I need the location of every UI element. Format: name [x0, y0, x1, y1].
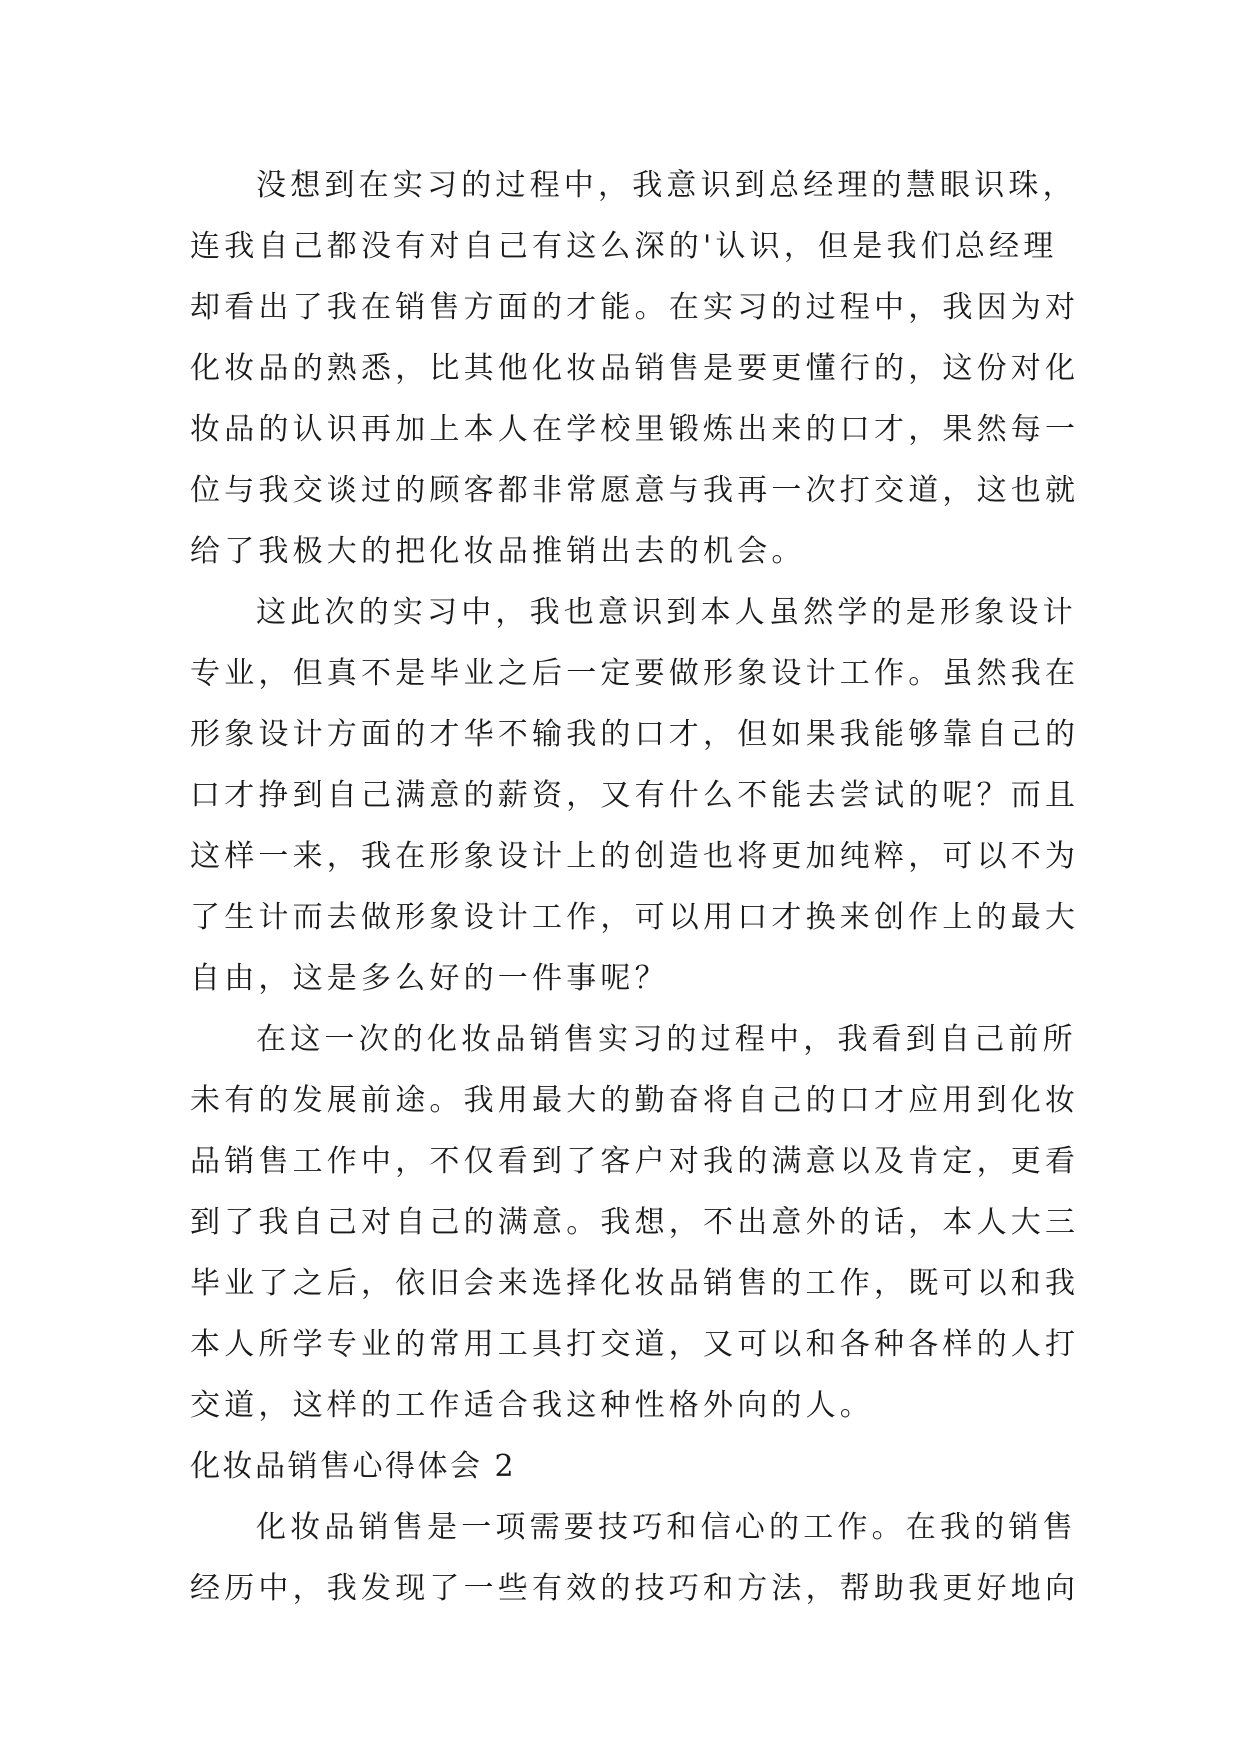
paragraph-line: 到了我自己对自己的满意。我想，不出意外的话，本人大三	[190, 1205, 1080, 1240]
paragraph-line: 没想到在实习的过程中，我意识到总经理的慧眼识珠，	[256, 168, 1077, 203]
paragraph-line: 口才挣到自己满意的薪资，又有什么不能去尝试的呢？而且	[190, 778, 1080, 813]
paragraph-line: 经历中，我发现了一些有效的技巧和方法，帮助我更好地向	[190, 1571, 1080, 1606]
paragraph-line: 品销售工作中，不仅看到了客户对我的满意以及肯定，更看	[190, 1144, 1080, 1179]
paragraph-line: 形象设计方面的才华不输我的口才，但如果我能够靠自己的	[190, 717, 1080, 752]
paragraph-line: 了生计而去做形象设计工作，可以用口才换来创作上的最大	[190, 900, 1080, 935]
paragraph-line: 却看出了我在销售方面的才能。在实习的过程中，我因为对	[190, 290, 1080, 325]
section-heading: 化妆品销售心得体会 2	[190, 1449, 517, 1484]
paragraph-line: 给了我极大的把化妆品推销出去的机会。	[190, 534, 806, 569]
paragraph-line: 化妆品销售是一项需要技巧和信心的工作。在我的销售	[256, 1510, 1077, 1545]
paragraph-line: 交道，这样的工作适合我这种性格外向的人。	[190, 1388, 874, 1423]
paragraph-line: 自由，这是多么好的一件事呢？	[190, 961, 669, 996]
paragraph-line: 本人所学专业的常用工具打交道，又可以和各种各样的人打	[190, 1327, 1080, 1362]
paragraph-line: 毕业了之后，依旧会来选择化妆品销售的工作，既可以和我	[190, 1266, 1080, 1301]
paragraph-line: 专业，但真不是毕业之后一定要做形象设计工作。虽然我在	[190, 656, 1080, 691]
paragraph-line: 在这一次的化妆品销售实习的过程中，我看到自己前所	[256, 1022, 1077, 1057]
paragraph-line: 位与我交谈过的顾客都非常愿意与我再一次打交道，这也就	[190, 473, 1080, 508]
paragraph-line: 化妆品的熟悉，比其他化妆品销售是要更懂行的，这份对化	[190, 351, 1080, 386]
paragraph-line: 连我自己都没有对自己有这么深的'认识，但是我们总经理	[190, 229, 1058, 264]
paragraph-line: 未有的发展前途。我用最大的勤奋将自己的口才应用到化妆	[190, 1083, 1080, 1118]
paragraph-line: 这样一来，我在形象设计上的创造也将更加纯粹，可以不为	[190, 839, 1080, 874]
document-page	[190, 155, 1080, 1619]
paragraph-line: 妆品的认识再加上本人在学校里锻炼出来的口才，果然每一	[190, 412, 1080, 447]
paragraph-line: 这此次的实习中，我也意识到本人虽然学的是形象设计	[256, 595, 1077, 630]
